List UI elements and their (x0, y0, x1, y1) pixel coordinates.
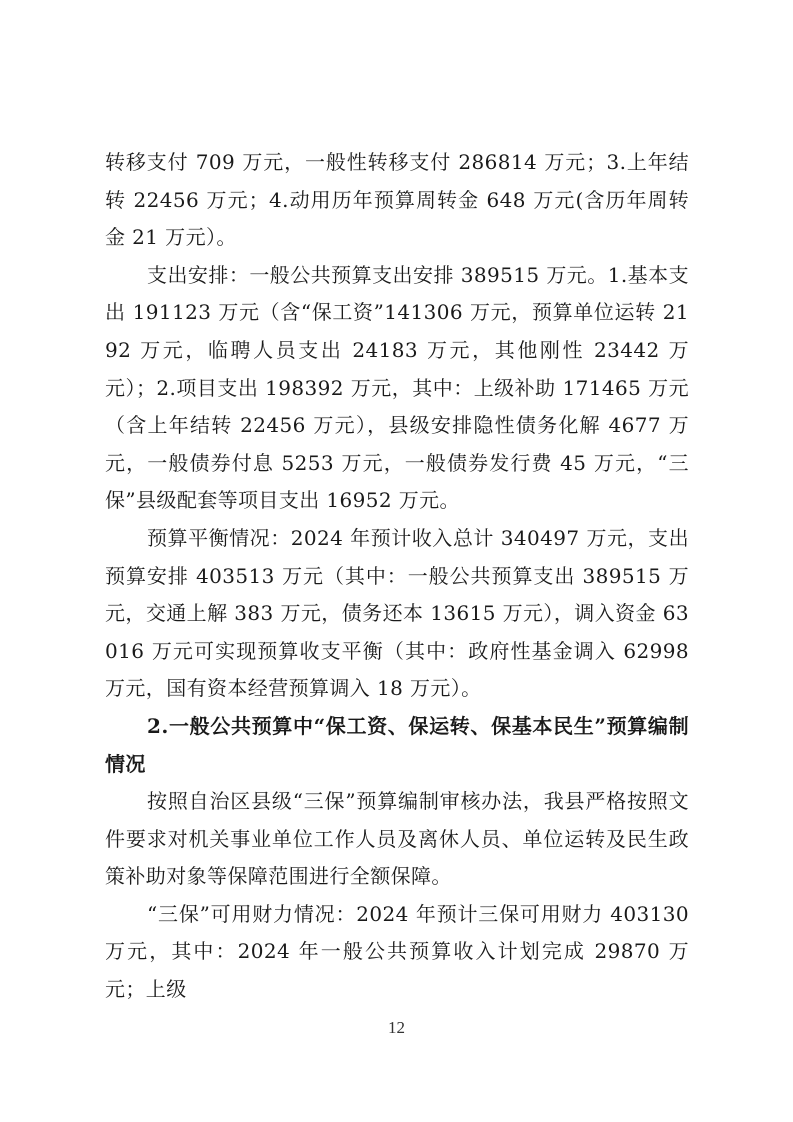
paragraph-available-funds: “三保”可用财力情况：2024 年预计三保可用财力 403130 万元，其中：2024 年一般公共预算收入计划完成 29870 万元；上级 (105, 901, 689, 1002)
paragraph-budget-balance: 预算平衡情况：2024 年预计收入总计 340497 万元，支出预算安排 403513 万元（其中：一般公共预算支出 389515 万元，交通上解 383 万元，债务还本 13615 万元），调入资金 63016 万元可实现预算收支平衡（其中：政府性基金调入 62998 万元，国有资本经营预算调入 18 万元）。 (105, 525, 689, 701)
paragraph-expenditure: 支出安排：一般公共预算支出安排 389515 万元。1.基本支出 191123 万元（含“保工资”141306 万元，预算单位运转 2192 万元，临聘人员支出 24183 万元，其他刚性 23442 万元）；2.项目支出 198392 万元，其中：上级补助 171465 万元（含上年结转 22456 万元），县级安排隐性债务化解 4677 万元，一般债券付息 5253 万元，一般债券发行费 45 万元，“三保”县级配套等项目支出 16952 万元。 (105, 262, 689, 513)
document-body (105, 144, 689, 1009)
paragraph-transfer-continued: 转移支付 709 万元，一般性转移支付 286814 万元；3.上年结转 22456 万元；4.动用历年预算周转金 648 万元(含历年周转金 21 万元）。 (105, 150, 689, 250)
paragraph-review-method: 按照自治区县级“三保”预算编制审核办法，我县严格按照文件要求对机关事业单位工作人员及离休人员、单位运转及民生政策补助对象等保障范围进行全额保障。 (105, 789, 689, 889)
section-heading: 2.一般公共预算中“保工资、保运转、保基本民生”预算编制情况 (105, 713, 689, 776)
page-number: 12 (388, 1018, 405, 1037)
